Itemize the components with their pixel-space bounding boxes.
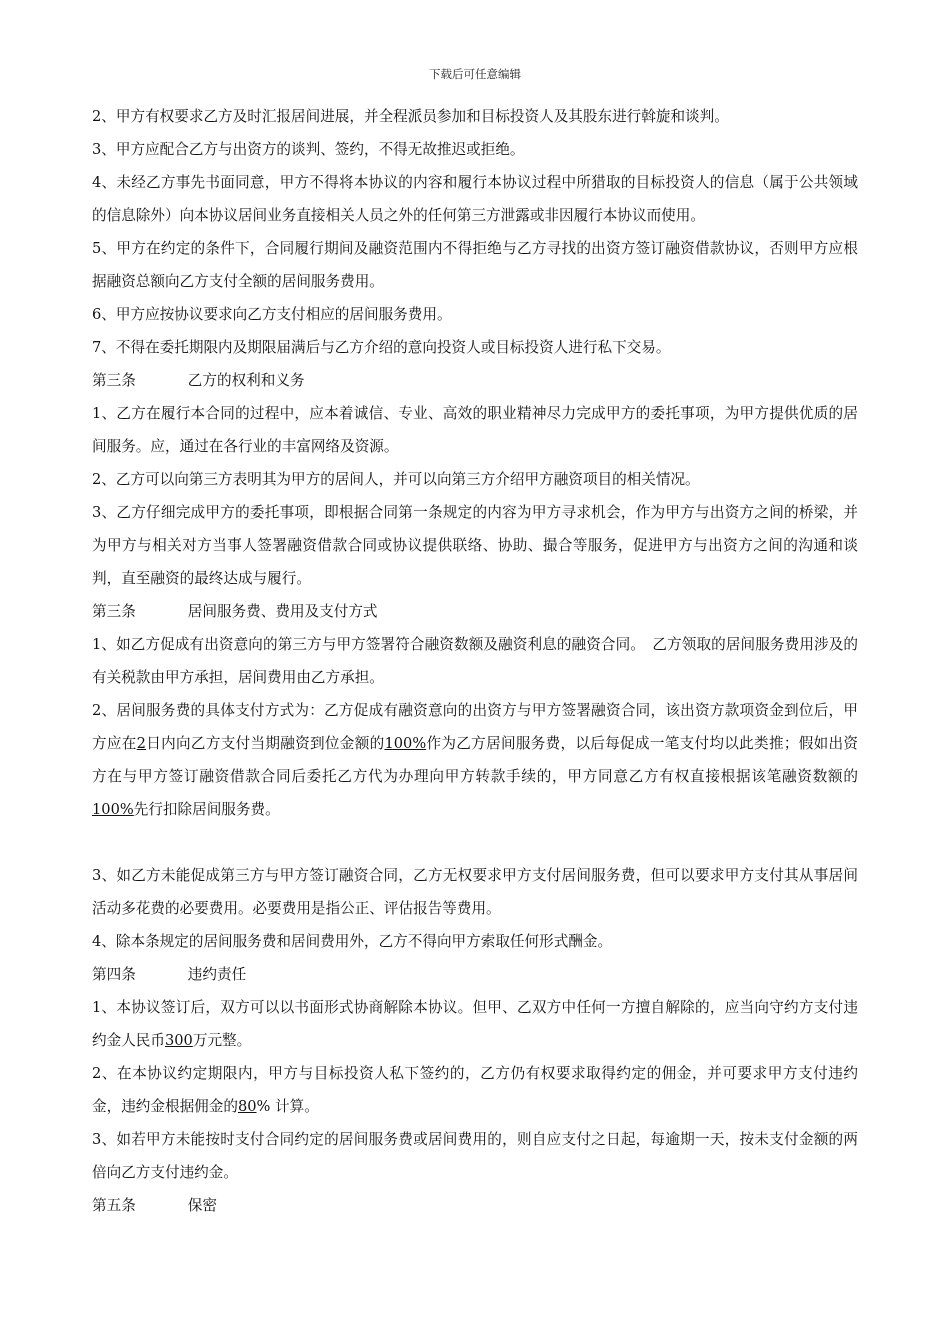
article-number: 第三条 [92,372,136,389]
clause-paragraph: 5、甲方在约定的条件下，合同履行期间及融资范围内不得拒绝与乙方寻找的出资方签订融资借款协议，否则甲方应根据融资总额向乙方支付全额的居间服务费用。 [92,240,858,290]
penalty-amount-value: 300 [164,1032,193,1049]
article-heading [92,1189,858,1222]
page-header: 下载后可任意编辑 [429,67,521,81]
clause-paragraph: 2、乙方可以向第三方表明其为甲方的居间人，并可以向第三方介绍甲方融资项目的相关情况。 [92,471,700,488]
days-value: 2 [136,735,146,752]
document-body [92,100,858,1222]
deduct-percent-value: 100% [92,801,134,818]
clause-paragraph: 3、甲方应配合乙方与出资方的谈判、签约，不得无故推迟或拒绝。 [92,141,525,158]
article-number: 第五条 [92,1197,136,1214]
blank-line [92,826,858,859]
clause-text: 作为乙方居间服务费，以后每促成一笔支付均以此类推；假如出资方在与甲方签订融资借款合同后委托乙方代为办理向甲方转款手续的，甲方同意乙方有权直接根据该笔融资数额的 [92,735,858,785]
penalty-percent-value: 80 [237,1098,257,1115]
clause-text: 2、居间服务费的具体支付方式为：乙方促成有融资意向的出资方与甲方签署融资合同，该出资方款项资金到位后，甲方应在 [92,702,858,752]
clause-paragraph: 1、如乙方促成有出资意向的第三方与甲方签署符合融资数额及融资利息的融资合同。 乙方领取的居间服务费用涉及的有关税款由甲方承担，居间费用由乙方承担。 [92,636,858,686]
clause-paragraph: 4、除本条规定的居间服务费和居间费用外，乙方不得向甲方索取任何形式酬金。 [92,933,613,950]
clause-paragraph: 2、甲方有权要求乙方及时汇报居间进展，并全程派员参加和目标投资人及其股东进行斡旋和谈判。 [92,108,729,125]
article-title: 违约责任 [187,966,247,983]
article-heading [92,958,858,991]
article-heading [92,595,858,628]
clause-text: 万元整。 [192,1032,252,1049]
clause-paragraph: 3、乙方仔细完成甲方的委托事项，即根据合同第一条规定的内容为甲方寻求机会，作为甲方与出资方之间的桥梁，并为甲方与相关对方当事人签署融资借款合同或协议提供联络、协助、撮合等服务，促进甲方与出资方之间的沟通和谈判，直至融资的最终达成与履行。 [92,504,858,587]
article-title: 保密 [187,1197,217,1214]
clause-paragraph: 3、如若甲方未能按时支付合同约定的居间服务费或居间费用的，则自应支付之日起，每逾期一天，按未支付金额的两倍向乙方支付违约金。 [92,1131,858,1181]
clause-text: 日内向乙方支付当期融资到位金额的 [145,735,385,752]
clause-paragraph [92,1057,858,1123]
article-title: 乙方的权利和义务 [187,372,305,389]
clause-text: 1、本协议签订后，双方可以以书面形式协商解除本协议。但甲、乙双方中任何一方擅自解除的，应当向守约方支付违约金人民币 [92,999,858,1049]
article-title: 居间服务费、费用及支付方式 [187,603,378,620]
clause-paragraph [92,991,858,1057]
article-number: 第四条 [92,966,136,983]
clause-text: 2、在本协议约定期限内，甲方与目标投资人私下签约的，乙方仍有权要求取得约定的佣金，并可要求甲方支付违约金，违约金根据佣金的 [92,1065,858,1115]
clause-text: 先行扣除居间服务费。 [133,801,280,818]
clause-paragraph: 1、乙方在履行本合同的过程中，应本着诚信、专业、高效的职业精神尽力完成甲方的委托事项，为甲方提供优质的居间服务。应，通过在各行业的丰富网络及资源。 [92,405,858,455]
clause-paragraph: 6、甲方应按协议要求向乙方支付相应的居间服务费用。 [92,306,452,323]
article-heading [92,364,858,397]
clause-paragraph: 3、如乙方未能促成第三方与甲方签订融资合同，乙方无权要求甲方支付居间服务费，但可以要求甲方支付其从事居间活动多花费的必要费用。必要费用是指公正、评估报告等费用。 [92,867,858,917]
clause-text: % 计算。 [256,1098,319,1115]
clause-paragraph: 7、不得在委托期限内及期限届满后与乙方介绍的意向投资人或目标投资人进行私下交易。 [92,339,671,356]
clause-paragraph: 4、未经乙方事先书面同意，甲方不得将本协议的内容和履行本协议过程中所猎取的目标投资人的信息（属于公共领域的信息除外）向本协议居间业务直接相关人员之外的任何第三方泄露或非因履行本协议而使用。 [92,174,858,224]
article-number: 第三条 [92,603,136,620]
clause-paragraph [92,694,858,826]
fee-percent-value: 100% [384,735,427,752]
